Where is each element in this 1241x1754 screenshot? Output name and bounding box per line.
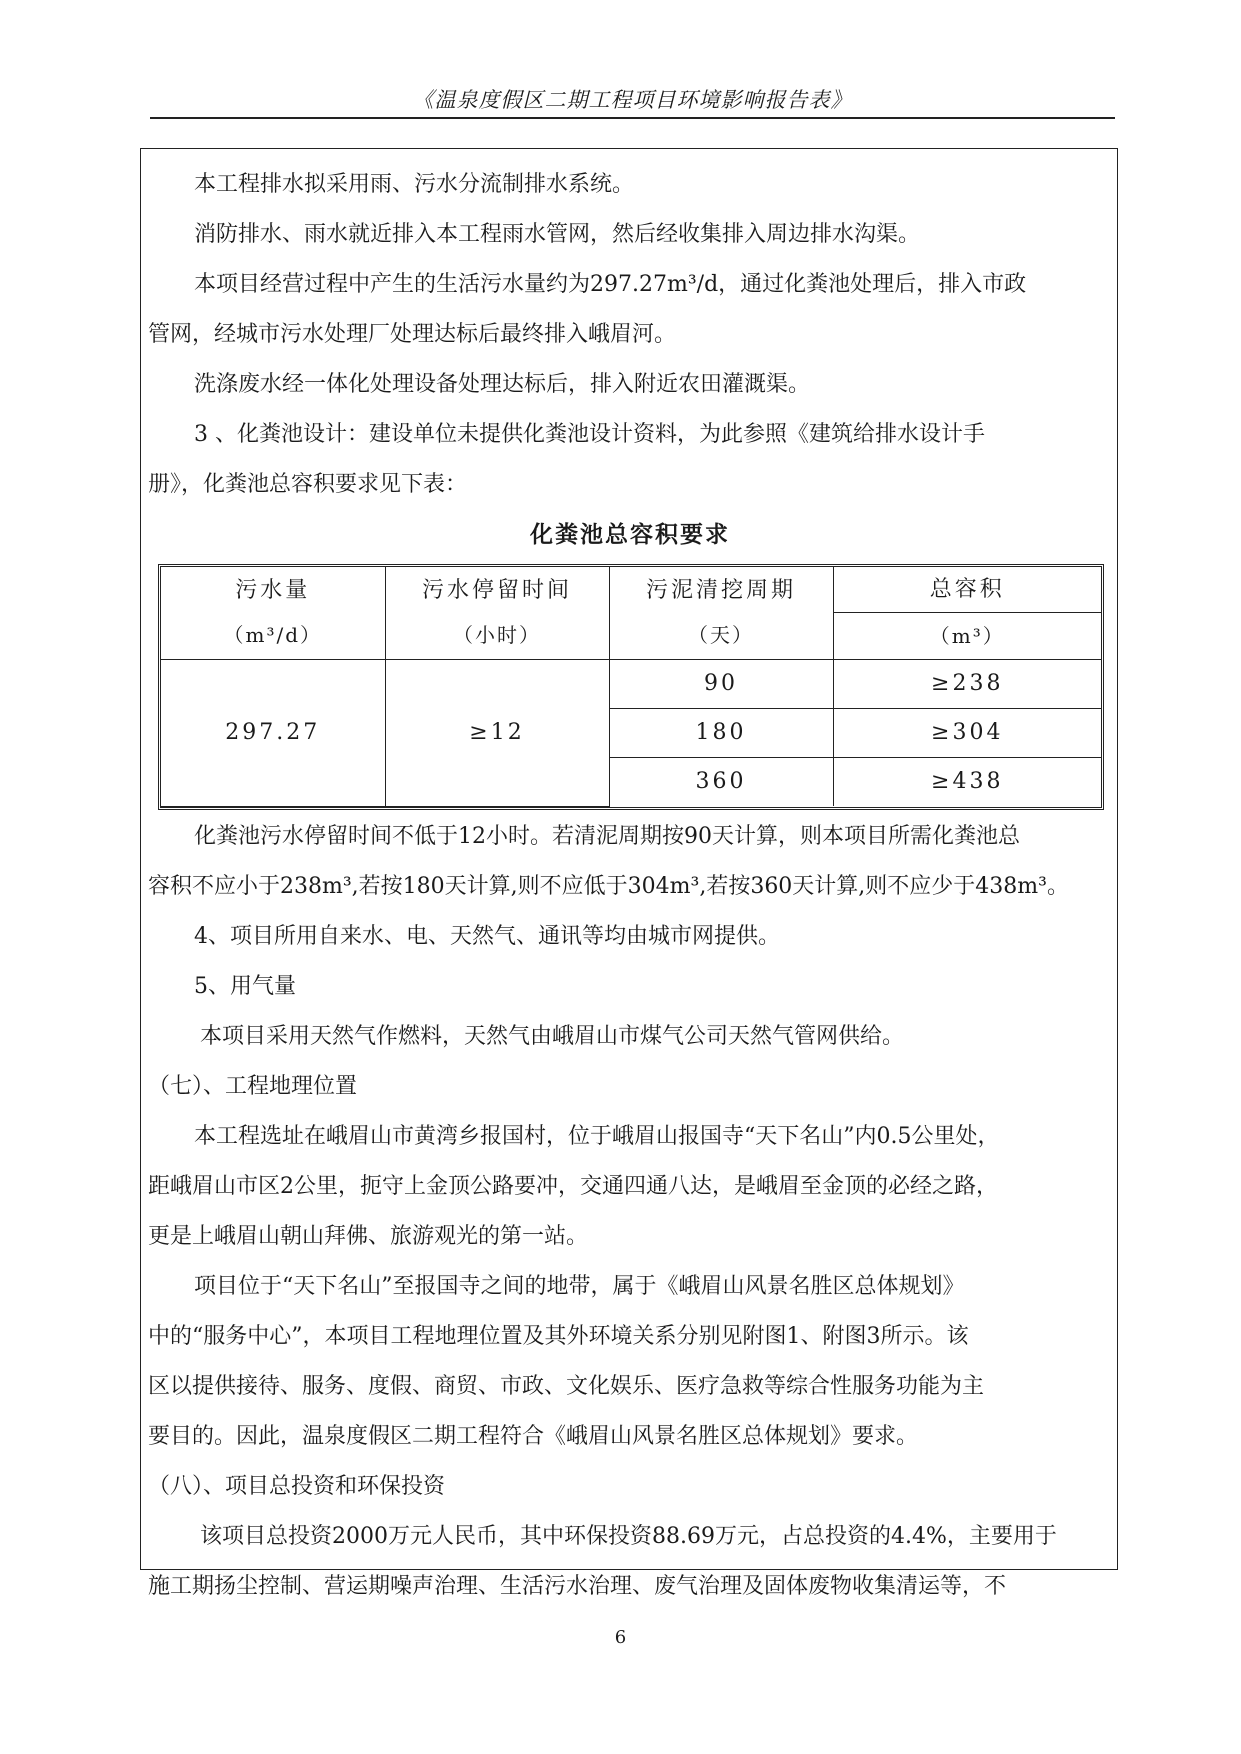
paragraphs-bottom [148,812,1112,1612]
paragraph-line: 该项目总投资2000万元人民币，其中环保投资88.69万元，占总投资的4.4%，主要用于 [200,1523,1057,1549]
paragraph-line: 更是上峨眉山朝山拜佛、旅游观光的第一站。 [148,1223,589,1249]
header-cell-sludge-period [609,567,833,660]
paragraph-line: 管网，经城市污水处理厂处理达标后最终排入峨眉河。 [148,322,677,347]
header-cell-retention-time [385,567,609,660]
paragraph-line: （八）、项目总投资和环保投资 [148,1473,446,1499]
paragraph-line: 中的“服务中心”，本项目工程地理位置及其外环境关系分别见附图1、附图3所示。该 [148,1323,969,1349]
paragraph-line: 施工期扬尘控制、营运期噪声治理、生活污水治理、废气治理及固体废物收集清运等，不 [148,1573,1007,1599]
paragraphs-top [148,160,1112,510]
header-unit: （m³/d） [223,623,323,647]
header-unit: （天） [688,623,754,647]
paragraph-line: 本项目经营过程中产生的生活污水量约为297.27m³/d，通过化粪池处理后，排入市政 [194,272,1027,297]
header-unit: （小时） [453,623,541,647]
header-cell-total-volume [833,567,1101,613]
paragraph-line: 本项目采用天然气作燃料，天然气由峨眉山市煤气公司天然气管网供给。 [200,1023,905,1049]
header-cell-sewage-volume [161,567,385,660]
header-label: 污泥清挖周期 [645,578,796,603]
paragraph-line: 要目的。因此，温泉度假区二期工程符合《峨眉山风景名胜区总体规划》要求。 [148,1423,919,1449]
paragraph-line: 化粪池污水停留时间不低于12小时。若清泥周期按90天计算，则本项目所需化粪池总 [194,823,1020,849]
paragraph-line: （七）、工程地理位置 [148,1073,358,1099]
content-body [148,160,1112,1612]
cell-period: 360 [609,758,833,807]
paragraph-line: 距峨眉山市区2公里，扼守上金顶公路要冲，交通四通八达，是峨眉至金顶的必经之路， [148,1173,998,1199]
cell-volume: ≥238 [833,660,1101,709]
paragraph-line: 本工程排水拟采用雨、污水分流制排水系统。 [194,172,635,197]
document-header-title: 《温泉度假区二期工程项目环境影响报告表》 [412,88,853,112]
cell-sewage-volume: 297.27 [161,660,385,807]
cell-retention-time: ≥12 [385,660,609,807]
header-label: 污水量 [235,578,311,603]
paragraph-line: 本工程选址在峨眉山市黄湾乡报国村，位于峨眉山报国寺“天下名山”内0.5公里处， [194,1123,1000,1149]
paragraph-line: 项目位于“天下名山”至报国寺之间的地带，属于《峨眉山风景名胜区总体规划》 [194,1273,965,1299]
cell-volume: ≥438 [833,758,1101,807]
cell-period: 90 [609,660,833,709]
paragraph-line: 区以提供接待、服务、度假、商贸、市政、文化娱乐、医疗急救等综合性服务功能为主 [148,1373,985,1399]
paragraph-line: 容积不应小于238m³,若按180天计算,则不应低于304m³,若按360天计算,则不应少于438m³。 [148,873,1069,899]
paragraph-line: 洗涤废水经一体化处理设备处理达标后，排入附近农田灌溉渠。 [194,372,811,397]
cell-volume: ≥304 [833,709,1101,758]
header-label: 总容积 [929,576,1005,602]
table-title: 化粪池总容积要求 [530,521,730,548]
header-label: 污水停留时间 [421,578,572,603]
paragraph-line: 消防排水、雨水就近排入本工程雨水管网，然后经收集排入周边排水沟渠。 [194,222,921,247]
paragraph-line: 3 、化粪池设计：建设单位未提供化粪池设计资料，为此参照《建筑给排水设计手 [194,422,985,447]
paragraph-line: 5、用气量 [194,973,296,999]
paragraph-line: 册》，化粪池总容积要求见下表： [148,472,468,497]
page-number: 6 [614,1627,627,1648]
cell-period: 180 [609,709,833,758]
header-rule [150,117,1115,119]
septic-tank-table [158,564,1104,810]
header-cell-total-volume-unit: （m³） [833,613,1101,660]
paragraph-line: 4、项目所用自来水、电、天然气、通讯等均由城市网提供。 [194,923,780,949]
